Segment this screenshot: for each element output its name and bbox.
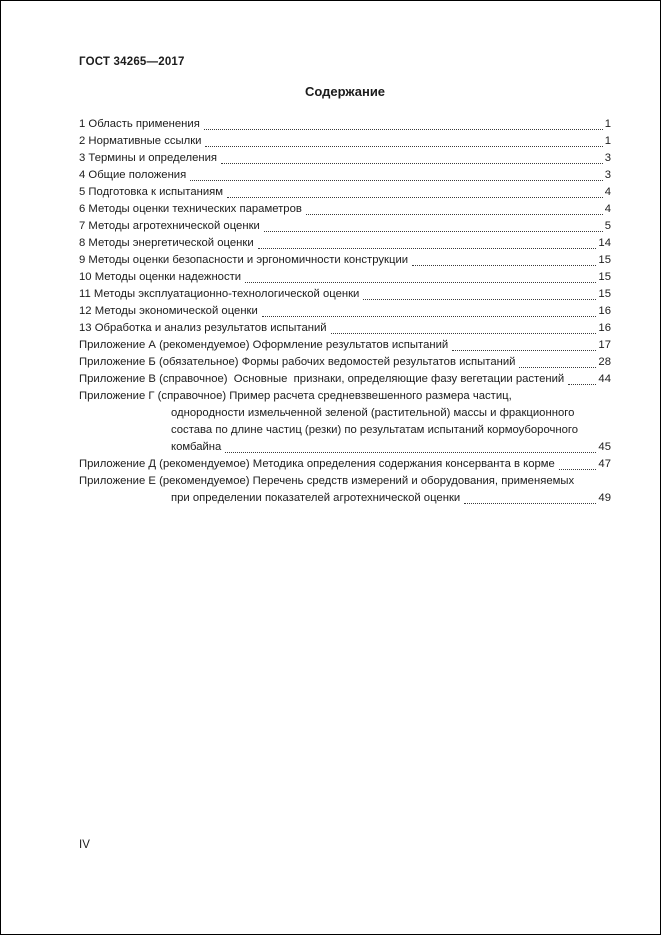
toc-entry-line (79, 252, 611, 269)
toc-entry-label: 12 Методы экономической оценки (79, 305, 258, 317)
toc-entry (79, 388, 611, 456)
toc-entry-label: 10 Методы оценки надежности (79, 271, 242, 283)
toc-leader-dots (190, 167, 602, 181)
toc-entry (79, 473, 611, 507)
toc-entry-line (79, 150, 611, 167)
toc-entry-line (79, 133, 611, 150)
footer-page-number: IV (79, 839, 90, 851)
toc-entry (79, 235, 611, 252)
toc-leader-dots (559, 456, 597, 470)
toc-leader-dots (221, 150, 603, 164)
toc-leader-dots (225, 439, 596, 453)
toc-leader-dots (464, 490, 596, 504)
toc-entry (79, 218, 611, 235)
table-of-contents (79, 116, 611, 507)
toc-entry-label: 4 Общие положения (79, 169, 187, 181)
toc-entry-label: Приложение Е (рекомендуемое) Перечень средств измерений и оборудования, применяемых (79, 475, 575, 487)
toc-entry-label: 2 Нормативные ссылки (79, 135, 202, 147)
toc-entry (79, 320, 611, 337)
toc-entry-line (79, 337, 611, 354)
toc-page-number: 5 (604, 220, 611, 232)
toc-page-number: 14 (598, 237, 611, 249)
toc-page-number: 49 (598, 492, 611, 504)
toc-entry-line (79, 218, 611, 235)
toc-page-number: 1 (604, 118, 611, 130)
toc-entry-label: 5 Подготовка к испытаниям (79, 186, 224, 198)
toc-leader-dots (204, 116, 603, 130)
toc-entry-line (79, 167, 611, 184)
toc-entry-label: 7 Методы агротехнической оценки (79, 220, 260, 232)
toc-page-number: 16 (598, 322, 611, 334)
toc-entry-line (79, 456, 611, 473)
toc-entry-line (79, 286, 611, 303)
toc-entry-label: состава по длине частиц (резки) по результатам испытаний кормоуборочного (171, 424, 579, 436)
toc-page-number: 3 (604, 169, 611, 181)
toc-leader-dots (306, 201, 603, 215)
toc-entry-label: 1 Область применения (79, 118, 200, 130)
toc-page-number: 16 (598, 305, 611, 317)
toc-entry (79, 371, 611, 388)
toc-entry (79, 116, 611, 133)
toc-entry-label: комбайна (171, 441, 222, 453)
toc-leader-dots (227, 184, 603, 198)
toc-entry-label: 8 Методы энергетической оценки (79, 237, 254, 249)
toc-entry (79, 456, 611, 473)
toc-entry (79, 133, 611, 150)
toc-leader-dots (519, 354, 596, 368)
toc-entry-line (79, 405, 611, 422)
toc-entry-label: Приложение А (рекомендуемое) Оформление результатов испытаний (79, 339, 449, 351)
toc-entry (79, 150, 611, 167)
toc-page-number: 45 (598, 441, 611, 453)
toc-entry (79, 286, 611, 303)
toc-entry-label: 13 Обработка и анализ результатов испытаний (79, 322, 327, 334)
toc-entry-line (79, 269, 611, 286)
toc-entry-label: 9 Методы оценки безопасности и эргономичности конструкции (79, 254, 409, 266)
toc-page-number: 15 (598, 254, 611, 266)
toc-page-number: 47 (598, 458, 611, 470)
toc-entry-line (79, 371, 611, 388)
toc-entry-line (79, 184, 611, 201)
toc-page-number: 28 (598, 356, 611, 368)
toc-entry (79, 167, 611, 184)
toc-page-number: 44 (598, 373, 611, 385)
toc-entry (79, 184, 611, 201)
toc-entry-label: 3 Термины и определения (79, 152, 218, 164)
toc-entry (79, 337, 611, 354)
toc-leader-dots (331, 320, 597, 334)
toc-page-number: 4 (604, 203, 611, 215)
toc-entry-line (79, 320, 611, 337)
toc-entry-line (79, 235, 611, 252)
toc-entry-line (79, 388, 611, 405)
toc-entry-label: Приложение Г (справочное) Пример расчета средневзвешенного размера частиц, (79, 390, 512, 402)
toc-leader-dots (412, 252, 596, 266)
toc-leader-dots (264, 218, 603, 232)
toc-entry (79, 269, 611, 286)
page-title: Содержание (304, 84, 386, 99)
toc-entry-label: 6 Методы оценки технических параметров (79, 203, 302, 215)
toc-leader-dots (363, 286, 596, 300)
toc-leader-dots (205, 133, 602, 147)
toc-entry-label: при определении показателей агротехнической оценки (171, 492, 461, 504)
toc-entry-line (79, 439, 611, 456)
toc-entry-line (79, 303, 611, 320)
document-header: ГОСТ 34265—2017 (79, 56, 185, 68)
toc-leader-dots (452, 337, 596, 351)
toc-entry-line (79, 490, 611, 507)
toc-page-number: 4 (604, 186, 611, 198)
toc-leader-dots (258, 235, 597, 249)
toc-leader-dots (568, 371, 596, 385)
toc-entry-label: Приложение В (справочное) Основные признаки, определяющие фазу вегетации растений (79, 373, 565, 385)
toc-leader-dots (245, 269, 596, 283)
toc-entry-label: Приложение Д (рекомендуемое) Методика определения содержания консерванта в корме (79, 458, 555, 470)
toc-entry-label: 11 Методы эксплуатационно-технологической оценки (79, 288, 360, 300)
toc-leader-dots (262, 303, 597, 317)
toc-entry-label: Приложение Б (обязательное) Формы рабочих ведомостей результатов испытаний (79, 356, 516, 368)
toc-page-number: 3 (604, 152, 611, 164)
toc-page-number: 15 (598, 271, 611, 283)
toc-entry (79, 201, 611, 218)
toc-entry-line (79, 116, 611, 133)
toc-entry (79, 252, 611, 269)
toc-entry-line (79, 473, 611, 490)
toc-entry-label: однородности измельченной зеленой (растительной) массы и фракционного (171, 407, 575, 419)
toc-entry (79, 303, 611, 320)
toc-page-number: 1 (604, 135, 611, 147)
toc-entry-line (79, 354, 611, 371)
toc-entry (79, 354, 611, 371)
toc-entry-line (79, 422, 611, 439)
toc-page-number: 17 (598, 339, 611, 351)
toc-page-number: 15 (598, 288, 611, 300)
toc-entry-line (79, 201, 611, 218)
